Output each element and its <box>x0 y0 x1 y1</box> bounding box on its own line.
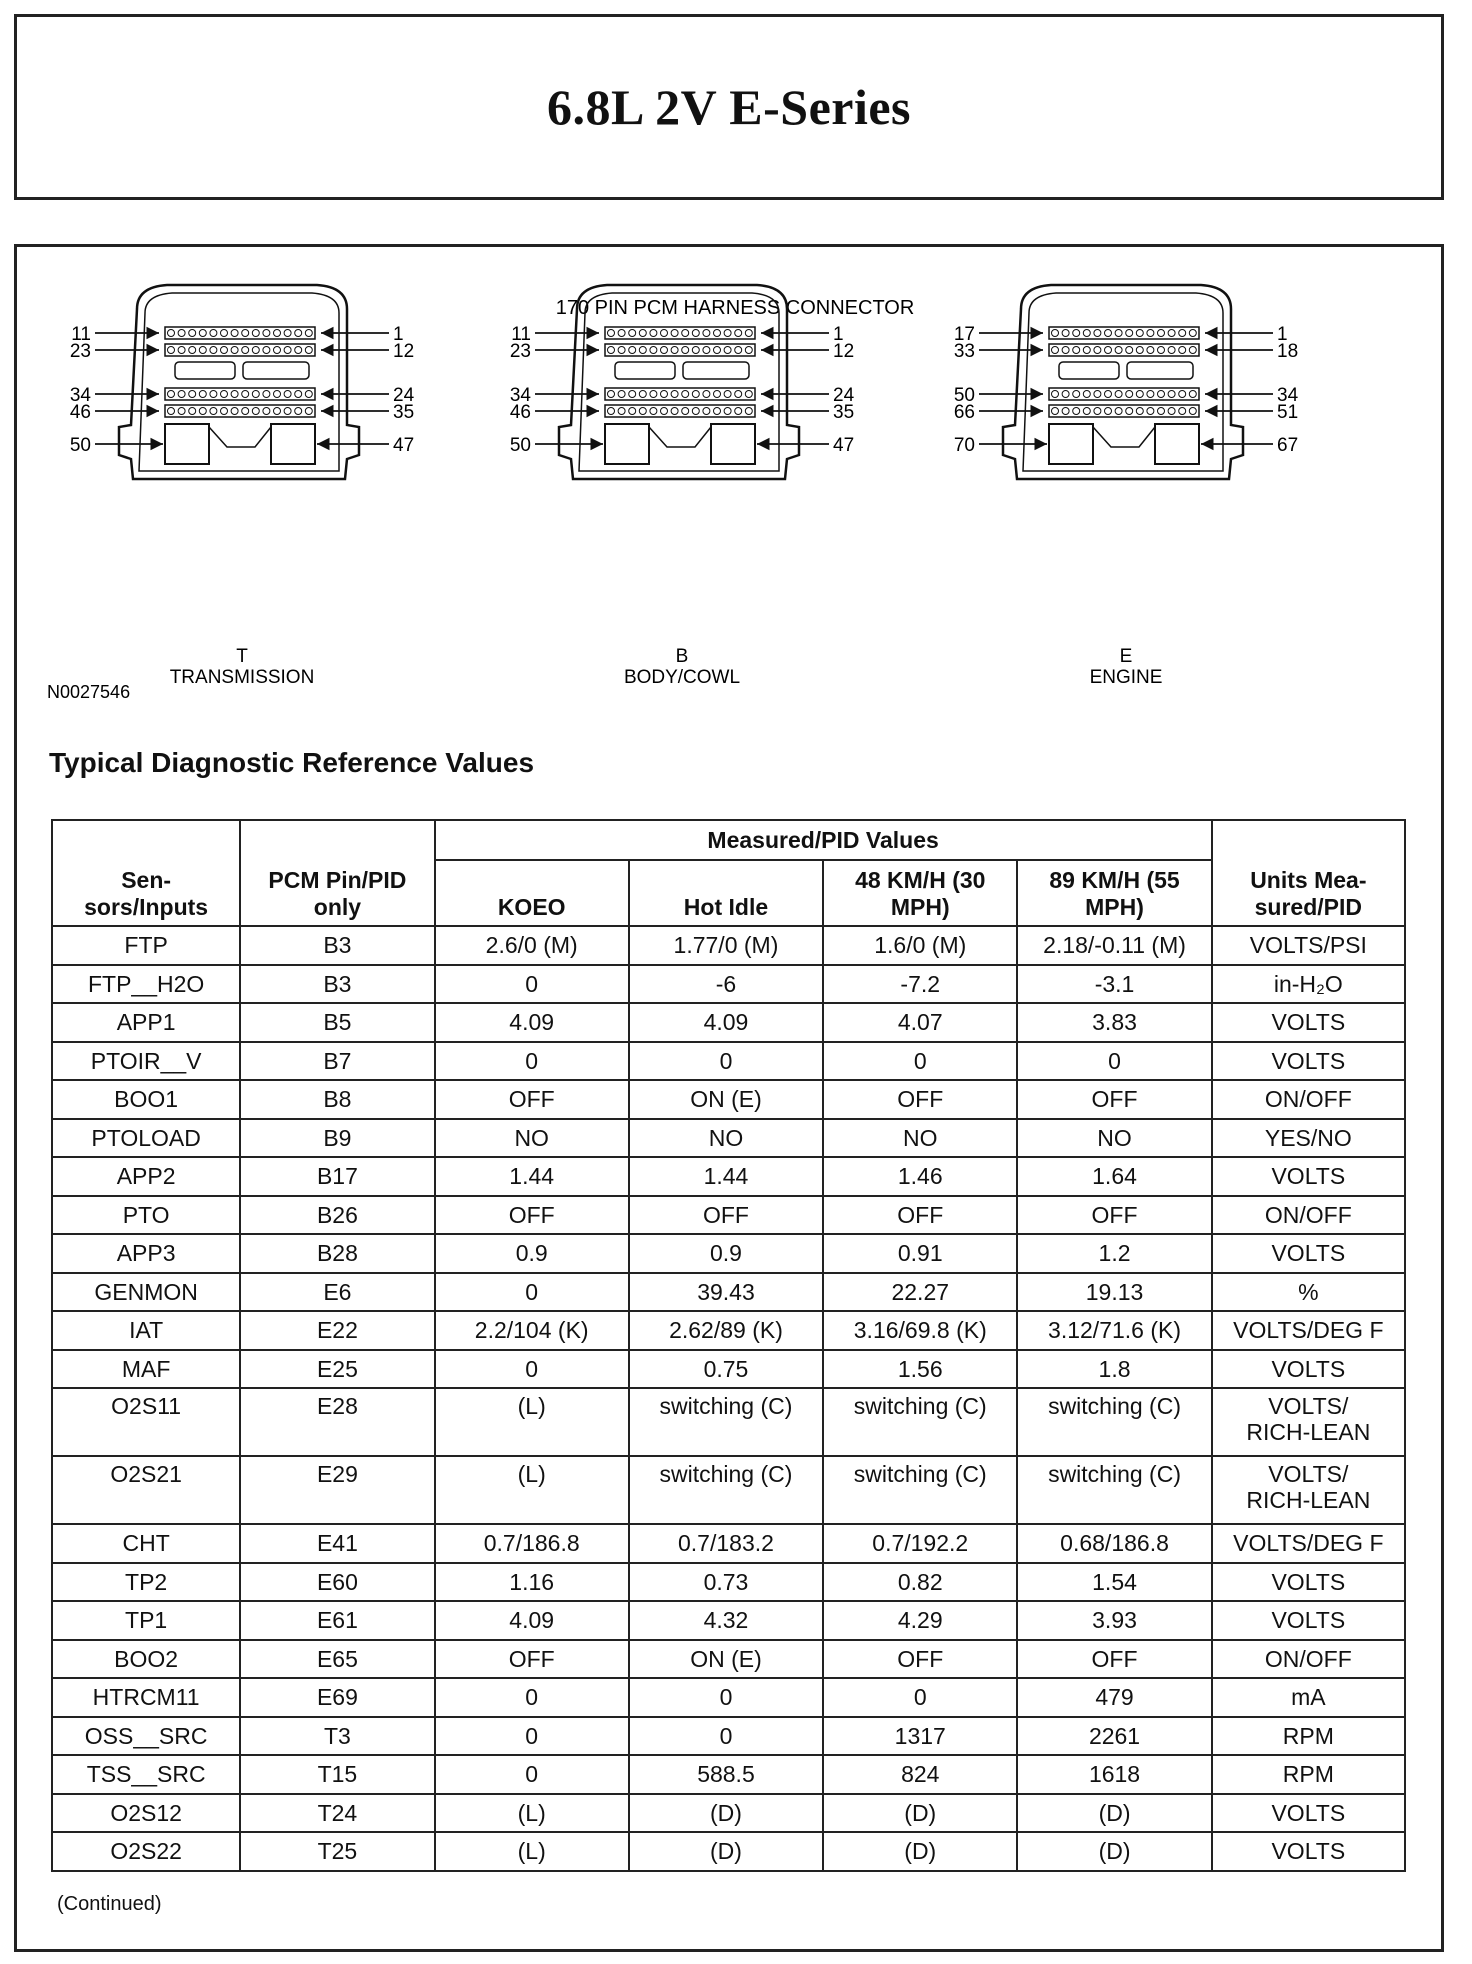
table-cell: T3 <box>240 1717 434 1756</box>
table-cell: NO <box>823 1119 1017 1158</box>
pin-number-right: 35 <box>393 402 415 423</box>
table-cell: 1.56 <box>823 1350 1017 1389</box>
table-cell: E41 <box>240 1524 434 1563</box>
table-cell: 0 <box>629 1717 823 1756</box>
table-cell: 588.5 <box>629 1755 823 1794</box>
table-cell: 4.29 <box>823 1601 1017 1640</box>
table-cell: CHT <box>52 1524 240 1563</box>
table-cell: (L) <box>435 1794 629 1833</box>
reference-table <box>51 819 1406 1872</box>
connector-b <box>510 285 855 688</box>
table-cell: O2S12 <box>52 1794 240 1833</box>
table-cell: OFF <box>1017 1080 1211 1119</box>
table-cell: E25 <box>240 1350 434 1389</box>
pin-number-right: 34 <box>1277 385 1299 406</box>
table-cell: OFF <box>435 1080 629 1119</box>
table-cell: 0 <box>435 1042 629 1081</box>
pin-number-right: 35 <box>833 402 855 423</box>
pin-number-right: 1 <box>1277 324 1288 345</box>
table-cell: 0.75 <box>629 1350 823 1389</box>
pin-row <box>605 405 755 417</box>
table-cell: 1618 <box>1017 1755 1211 1794</box>
table-cell: MAF <box>52 1350 240 1389</box>
table-cell: 0 <box>435 1350 629 1389</box>
pin-row <box>165 344 315 356</box>
table-cell: NO <box>1017 1119 1211 1158</box>
table-cell: switching (C) <box>823 1388 1017 1456</box>
pin-row <box>1049 327 1199 339</box>
table-row <box>52 1273 1405 1312</box>
col-header-hot-idle: Hot Idle <box>629 860 823 926</box>
title-box <box>14 14 1444 200</box>
table-cell: OFF <box>823 1640 1017 1679</box>
table-row <box>52 1234 1405 1273</box>
table-row <box>52 926 1405 965</box>
table-cell: B5 <box>240 1003 434 1042</box>
pin-number-left: 23 <box>69 341 91 362</box>
table-cell: 0 <box>435 1678 629 1717</box>
table-cell: VOLTS <box>1212 1563 1405 1602</box>
table-cell: OFF <box>1017 1196 1211 1235</box>
table-cell: T24 <box>240 1794 434 1833</box>
table-cell: E69 <box>240 1678 434 1717</box>
col-header-measured: Measured/PID Values <box>435 820 1212 860</box>
col-header-89kmh: 89 KM/H (55 MPH) <box>1017 860 1211 926</box>
pin-number-left: 50 <box>69 435 91 456</box>
table-cell: FTP__H2O <box>52 965 240 1004</box>
table-row <box>52 1157 1405 1196</box>
table-cell: 1.64 <box>1017 1157 1211 1196</box>
table-cell: 4.09 <box>435 1003 629 1042</box>
table-cell: 1.44 <box>629 1157 823 1196</box>
table-cell: APP2 <box>52 1157 240 1196</box>
table-cell: VOLTS <box>1212 1157 1405 1196</box>
figure-id: N0027546 <box>47 682 131 702</box>
table-cell: VOLTS/DEG F <box>1212 1311 1405 1350</box>
table-cell: 0.7/183.2 <box>629 1524 823 1563</box>
table-cell: 1.44 <box>435 1157 629 1196</box>
table-cell: VOLTS <box>1212 1832 1405 1871</box>
pin-number-right: 12 <box>833 341 855 362</box>
table-cell: PTOLOAD <box>52 1119 240 1158</box>
table-cell: E60 <box>240 1563 434 1602</box>
table-row <box>52 965 1405 1004</box>
table-cell: in-H₂O <box>1212 965 1405 1004</box>
table-cell: 0.9 <box>435 1234 629 1273</box>
table-cell: VOLTS <box>1212 1042 1405 1081</box>
pin-row <box>165 405 315 417</box>
table-cell: B7 <box>240 1042 434 1081</box>
connector-t <box>70 285 415 688</box>
table-cell: HTRCM11 <box>52 1678 240 1717</box>
table-cell: 2.62/89 (K) <box>629 1311 823 1350</box>
table-cell: -6 <box>629 965 823 1004</box>
table-cell: 0.73 <box>629 1563 823 1602</box>
table-cell: 2.18/-0.11 (M) <box>1017 926 1211 965</box>
pin-number-right: 24 <box>393 385 415 406</box>
pin-number-right: 51 <box>1277 402 1299 423</box>
table-cell: OFF <box>435 1196 629 1235</box>
pin-row <box>165 327 315 339</box>
connector-diagram <box>17 247 1441 717</box>
table-cell: 0 <box>435 1273 629 1312</box>
col-header-pin: PCM Pin/PID only <box>240 820 434 926</box>
pin-number-left: 50 <box>953 385 975 406</box>
pin-number-left: 34 <box>509 385 531 406</box>
pin-number-right: 12 <box>393 341 415 362</box>
table-cell: E28 <box>240 1388 434 1456</box>
pin-number-right: 24 <box>833 385 855 406</box>
pin-number-right: 47 <box>833 435 855 456</box>
table-row <box>52 1119 1405 1158</box>
pin-number-left: 46 <box>69 402 91 423</box>
table-cell: B26 <box>240 1196 434 1235</box>
col-header-koeo: KOEO <box>435 860 629 926</box>
table-cell: VOLTS/ RICH-LEAN <box>1212 1388 1405 1456</box>
table-cell: 3.93 <box>1017 1601 1211 1640</box>
pin-row <box>1049 405 1199 417</box>
pin-row <box>1049 388 1199 400</box>
pin-number-left: 50 <box>509 435 531 456</box>
table-cell: 0 <box>1017 1042 1211 1081</box>
table-cell: (D) <box>1017 1832 1211 1871</box>
table-cell: TP2 <box>52 1563 240 1602</box>
pin-number-right: 18 <box>1277 341 1299 362</box>
table-cell: (D) <box>823 1832 1017 1871</box>
table-cell: (D) <box>629 1794 823 1833</box>
table-cell: 0 <box>435 1717 629 1756</box>
table-cell: 1.77/0 (M) <box>629 926 823 965</box>
pin-number-left: 23 <box>509 341 531 362</box>
table-row <box>52 1678 1405 1717</box>
pin-number-left: 17 <box>953 324 975 345</box>
table-row <box>52 1601 1405 1640</box>
table-cell: switching (C) <box>629 1456 823 1524</box>
pin-row <box>165 388 315 400</box>
table-cell: 1317 <box>823 1717 1017 1756</box>
continued-note: (Continued) <box>57 1893 162 1915</box>
table-cell: E65 <box>240 1640 434 1679</box>
table-cell: B17 <box>240 1157 434 1196</box>
table-cell: -3.1 <box>1017 965 1211 1004</box>
table-cell: (D) <box>1017 1794 1211 1833</box>
table-cell: -7.2 <box>823 965 1017 1004</box>
table-cell: (D) <box>823 1794 1017 1833</box>
pin-number-right: 67 <box>1277 435 1299 456</box>
table-cell: O2S21 <box>52 1456 240 1524</box>
col-header-units: Units Mea- sured/PID <box>1212 820 1405 926</box>
table-cell: B3 <box>240 965 434 1004</box>
table-row <box>52 1196 1405 1235</box>
table-cell: NO <box>629 1119 823 1158</box>
table-cell: ON/OFF <box>1212 1640 1405 1679</box>
table-cell: VOLTS <box>1212 1234 1405 1273</box>
table-cell: 22.27 <box>823 1273 1017 1312</box>
table-cell: 0.82 <box>823 1563 1017 1602</box>
table-row <box>52 1832 1405 1871</box>
table-cell: APP3 <box>52 1234 240 1273</box>
connector-name: BODY/COWL <box>623 667 741 688</box>
table-cell: 39.43 <box>629 1273 823 1312</box>
content-box <box>14 244 1444 1952</box>
table-cell: ON (E) <box>629 1640 823 1679</box>
table-cell: 824 <box>823 1755 1017 1794</box>
table-cell: VOLTS/ RICH-LEAN <box>1212 1456 1405 1524</box>
connector-shell <box>119 285 359 479</box>
pin-number-left: 11 <box>71 324 91 345</box>
table-cell: 1.8 <box>1017 1350 1211 1389</box>
pin-row <box>605 327 755 339</box>
connector-letter: T <box>236 646 248 667</box>
pin-number-right: 1 <box>393 324 404 345</box>
table-cell: 1.16 <box>435 1563 629 1602</box>
table-cell: B8 <box>240 1080 434 1119</box>
table-cell: GENMON <box>52 1273 240 1312</box>
table-cell: 19.13 <box>1017 1273 1211 1312</box>
table-cell: TSS__SRC <box>52 1755 240 1794</box>
table-cell: PTOIR__V <box>52 1042 240 1081</box>
pin-number-left: 11 <box>511 324 531 345</box>
table-cell: 4.09 <box>629 1003 823 1042</box>
table-cell: OFF <box>1017 1640 1211 1679</box>
table-cell: (L) <box>435 1388 629 1456</box>
table-cell: ON (E) <box>629 1080 823 1119</box>
table-cell: VOLTS <box>1212 1794 1405 1833</box>
connector-letter: B <box>675 646 689 667</box>
table-cell: 0 <box>823 1678 1017 1717</box>
table-cell: (L) <box>435 1832 629 1871</box>
col-header-sensors: Sen- sors/Inputs <box>52 820 240 926</box>
pin-number-left: 70 <box>953 435 975 456</box>
table-cell: B9 <box>240 1119 434 1158</box>
table-cell: NO <box>435 1119 629 1158</box>
table-cell: OFF <box>435 1640 629 1679</box>
table-cell: BOO1 <box>52 1080 240 1119</box>
connector-name: TRANSMISSION <box>169 667 315 688</box>
table-cell: % <box>1212 1273 1405 1312</box>
pin-number-left: 34 <box>69 385 91 406</box>
connector-e <box>954 285 1299 688</box>
table-cell: 3.16/69.8 (K) <box>823 1311 1017 1350</box>
table-cell: 0.68/186.8 <box>1017 1524 1211 1563</box>
table-cell: YES/NO <box>1212 1119 1405 1158</box>
table-row <box>52 1311 1405 1350</box>
table-cell: 0 <box>435 965 629 1004</box>
pin-row <box>605 388 755 400</box>
pin-number-left: 66 <box>953 402 975 423</box>
table-row <box>52 1717 1405 1756</box>
table-cell: O2S11 <box>52 1388 240 1456</box>
table-cell: OSS__SRC <box>52 1717 240 1756</box>
table-row <box>52 1755 1405 1794</box>
table-cell: 479 <box>1017 1678 1211 1717</box>
table-cell: 1.6/0 (M) <box>823 926 1017 965</box>
table-cell: 0.9 <box>629 1234 823 1273</box>
connector-letter: E <box>1119 646 1133 667</box>
table-cell: 0.7/192.2 <box>823 1524 1017 1563</box>
table-row <box>52 1350 1405 1389</box>
table-row <box>52 1640 1405 1679</box>
table-cell: APP1 <box>52 1003 240 1042</box>
connector-name: ENGINE <box>1089 667 1163 688</box>
table-cell: E61 <box>240 1601 434 1640</box>
table-cell: 2.2/104 (K) <box>435 1311 629 1350</box>
table-cell: RPM <box>1212 1717 1405 1756</box>
diagram-caption: 170 PIN PCM HARNESS CONNECTOR <box>555 297 915 319</box>
table-cell: (D) <box>629 1832 823 1871</box>
table-cell: OFF <box>823 1196 1017 1235</box>
table-cell: E22 <box>240 1311 434 1350</box>
pin-number-left: 33 <box>953 341 975 362</box>
table-cell: 2.6/0 (M) <box>435 926 629 965</box>
table-row <box>52 1042 1405 1081</box>
table-cell: 0 <box>435 1755 629 1794</box>
table-cell: 4.07 <box>823 1003 1017 1042</box>
table-cell: 2261 <box>1017 1717 1211 1756</box>
table-cell: B28 <box>240 1234 434 1273</box>
page-title: 6.8L 2V E-Series <box>546 79 912 135</box>
table-cell: VOLTS <box>1212 1003 1405 1042</box>
table-cell: switching (C) <box>823 1456 1017 1524</box>
table-cell: VOLTS <box>1212 1601 1405 1640</box>
table-cell: 0.91 <box>823 1234 1017 1273</box>
table-cell: E29 <box>240 1456 434 1524</box>
pin-number-right: 47 <box>393 435 415 456</box>
table-cell: IAT <box>52 1311 240 1350</box>
col-header-48kmh: 48 KM/H (30 MPH) <box>823 860 1017 926</box>
table-row <box>52 1388 1405 1456</box>
table-cell: 4.09 <box>435 1601 629 1640</box>
table-cell: BOO2 <box>52 1640 240 1679</box>
table-cell: 0.7/186.8 <box>435 1524 629 1563</box>
table-cell: PTO <box>52 1196 240 1235</box>
table-cell: OFF <box>629 1196 823 1235</box>
section-heading: Typical Diagnostic Reference Values <box>49 747 535 778</box>
table-cell: VOLTS <box>1212 1350 1405 1389</box>
table-row <box>52 1456 1405 1524</box>
table-cell: T15 <box>240 1755 434 1794</box>
table-cell: 0 <box>629 1042 823 1081</box>
table-cell: B3 <box>240 926 434 965</box>
table-cell: VOLTS/PSI <box>1212 926 1405 965</box>
table-cell: 1.54 <box>1017 1563 1211 1602</box>
pin-row <box>1049 344 1199 356</box>
pin-number-left: 46 <box>509 402 531 423</box>
table-row <box>52 1080 1405 1119</box>
table-cell: TP1 <box>52 1601 240 1640</box>
table-cell: (L) <box>435 1456 629 1524</box>
table-cell: switching (C) <box>1017 1456 1211 1524</box>
table-cell: ON/OFF <box>1212 1196 1405 1235</box>
table-cell: 4.32 <box>629 1601 823 1640</box>
table-cell: VOLTS/DEG F <box>1212 1524 1405 1563</box>
table-cell: 1.46 <box>823 1157 1017 1196</box>
table-cell: mA <box>1212 1678 1405 1717</box>
table-cell: E6 <box>240 1273 434 1312</box>
table-cell: ON/OFF <box>1212 1080 1405 1119</box>
table-cell: 3.12/71.6 (K) <box>1017 1311 1211 1350</box>
pin-number-right: 1 <box>833 324 844 345</box>
table-cell: 0 <box>629 1678 823 1717</box>
table-cell: 1.2 <box>1017 1234 1211 1273</box>
table-cell: 3.83 <box>1017 1003 1211 1042</box>
table-cell: switching (C) <box>629 1388 823 1456</box>
table-cell: T25 <box>240 1832 434 1871</box>
table-cell: switching (C) <box>1017 1388 1211 1456</box>
table-cell: RPM <box>1212 1755 1405 1794</box>
table-row <box>52 1003 1405 1042</box>
table-row <box>52 1794 1405 1833</box>
table-cell: FTP <box>52 926 240 965</box>
connector-shell <box>1003 285 1243 479</box>
table-row <box>52 1524 1405 1563</box>
pin-row <box>605 344 755 356</box>
table-cell: O2S22 <box>52 1832 240 1871</box>
table-cell: OFF <box>823 1080 1017 1119</box>
table-cell: 0 <box>823 1042 1017 1081</box>
table-row <box>52 1563 1405 1602</box>
